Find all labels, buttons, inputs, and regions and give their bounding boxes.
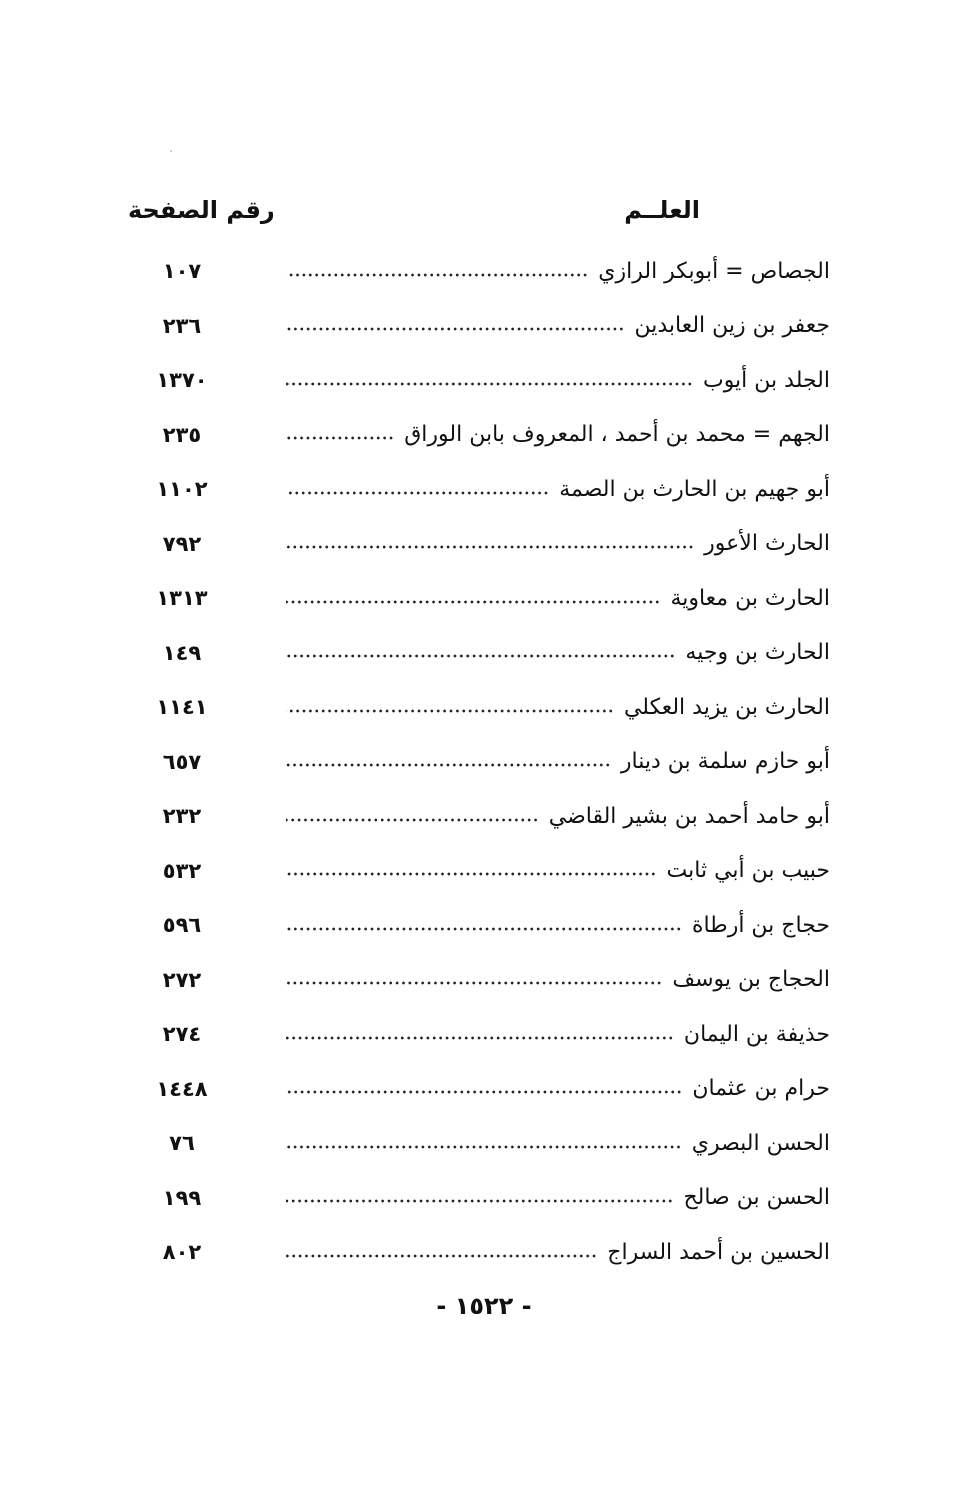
index-entry-row bbox=[140, 299, 830, 354]
index-entry-row bbox=[140, 735, 830, 790]
entry-name: الحسن بن صالح bbox=[683, 1185, 830, 1211]
index-entry-row bbox=[140, 244, 830, 299]
index-entry-row bbox=[140, 898, 830, 953]
entry-page-number: ٢٧٤ bbox=[162, 1022, 202, 1047]
entry-page-number: ٧٩٢ bbox=[162, 531, 202, 556]
entry-page-number: ١٩٩ bbox=[162, 1185, 202, 1210]
entry-page-number: ٥٩٦ bbox=[162, 913, 202, 938]
index-entry-row bbox=[140, 1007, 830, 1062]
entry-page-number: ١٠٧ bbox=[162, 259, 202, 284]
entry-page-number: ٢٣٥ bbox=[162, 422, 202, 447]
scan-speck bbox=[170, 150, 172, 152]
page-number-footer: - ١٥٢٢ - bbox=[436, 1292, 532, 1320]
entry-name: الحارث بن معاوية bbox=[670, 585, 830, 611]
index-entry-row bbox=[140, 408, 830, 463]
index-entry-row bbox=[140, 571, 830, 626]
dot-leader bbox=[286, 537, 694, 557]
entry-page-number: ١٤٩ bbox=[162, 640, 202, 665]
dot-leader bbox=[286, 1246, 597, 1266]
dot-leader bbox=[286, 428, 394, 448]
entry-page-number: ٥٣٢ bbox=[162, 858, 202, 883]
entry-page-number: ٦٥٧ bbox=[162, 749, 202, 774]
entry-name: الجصاص = أبوبكر الرازي bbox=[598, 258, 830, 284]
index-header bbox=[120, 196, 830, 236]
entry-name: الحجاج بن يوسف bbox=[672, 967, 830, 993]
index-entry-row bbox=[140, 517, 830, 572]
entry-page-number: ١١٤١ bbox=[156, 695, 208, 720]
entry-name: حذيفة بن اليمان bbox=[683, 1021, 830, 1047]
dot-leader bbox=[286, 1137, 682, 1157]
entry-name: الحارث بن يزيد العكلي bbox=[623, 694, 830, 720]
index-entry-row bbox=[140, 953, 830, 1008]
dot-leader bbox=[286, 265, 588, 285]
entry-page-number: ٨٠٢ bbox=[162, 1240, 202, 1265]
entry-name: حبيب بن أبي ثابت bbox=[666, 858, 830, 884]
entry-name: أبو حازم سلمة بن دينار bbox=[620, 749, 830, 775]
dot-leader bbox=[286, 701, 614, 721]
index-entry-row bbox=[140, 1225, 830, 1280]
dot-leader bbox=[286, 755, 611, 775]
index-entry-row bbox=[140, 789, 830, 844]
page-column-heading: رقم الصفحة bbox=[128, 196, 275, 224]
dot-leader bbox=[286, 319, 625, 339]
index-entry-row bbox=[140, 462, 830, 517]
entry-name: أبو جهيم بن الحارث بن الصمة bbox=[559, 476, 830, 502]
entry-page-number: ٢٣٦ bbox=[162, 313, 202, 338]
index-entry-row bbox=[140, 1171, 830, 1226]
entry-name: حرام بن عثمان bbox=[692, 1076, 830, 1102]
dot-leader bbox=[286, 1082, 682, 1102]
entry-name: الحارث الأعور bbox=[704, 531, 830, 557]
dot-leader bbox=[286, 646, 675, 666]
dot-leader bbox=[286, 592, 660, 612]
dot-leader bbox=[286, 864, 657, 884]
index-entry-row bbox=[140, 844, 830, 899]
dot-leader bbox=[286, 483, 549, 503]
entry-name: الحسن البصري bbox=[691, 1130, 830, 1156]
entry-name: الحارث بن وجيه bbox=[685, 640, 830, 666]
entry-name: الجلد بن أيوب bbox=[702, 367, 830, 393]
entry-page-number: ١٣٧٠ bbox=[156, 368, 208, 393]
entry-page-number: ٧٦ bbox=[169, 1131, 195, 1156]
dot-leader bbox=[286, 810, 539, 830]
name-column-heading: العلــم bbox=[624, 196, 700, 224]
dot-leader bbox=[286, 973, 662, 993]
dot-leader bbox=[286, 1028, 674, 1048]
index-entry-row bbox=[140, 353, 830, 408]
entry-page-number: ١٣١٣ bbox=[156, 586, 208, 611]
entry-page-number: ٢٧٢ bbox=[162, 967, 202, 992]
index-entry-row bbox=[140, 626, 830, 681]
entry-page-number: ١١٠٢ bbox=[156, 477, 208, 502]
dot-leader bbox=[286, 919, 682, 939]
entry-name: حجاج بن أرطاة bbox=[691, 912, 830, 938]
index-entry-row bbox=[140, 1116, 830, 1171]
entry-name: الحسين بن أحمد السراج bbox=[607, 1239, 830, 1265]
index-entry-list bbox=[140, 244, 830, 1280]
dot-leader bbox=[286, 1191, 673, 1211]
dot-leader bbox=[286, 374, 693, 394]
entry-page-number: ١٤٤٨ bbox=[156, 1076, 208, 1101]
entry-page-number: ٢٣٢ bbox=[162, 804, 202, 829]
entry-name: الجهم = محمد بن أحمد ، المعروف بابن الوراق bbox=[404, 422, 830, 448]
entry-name: أبو حامد أحمد بن بشير القاضي bbox=[548, 803, 830, 829]
index-entry-row bbox=[140, 680, 830, 735]
index-entry-row bbox=[140, 1062, 830, 1117]
entry-name: جعفر بن زين العابدين bbox=[634, 313, 830, 339]
